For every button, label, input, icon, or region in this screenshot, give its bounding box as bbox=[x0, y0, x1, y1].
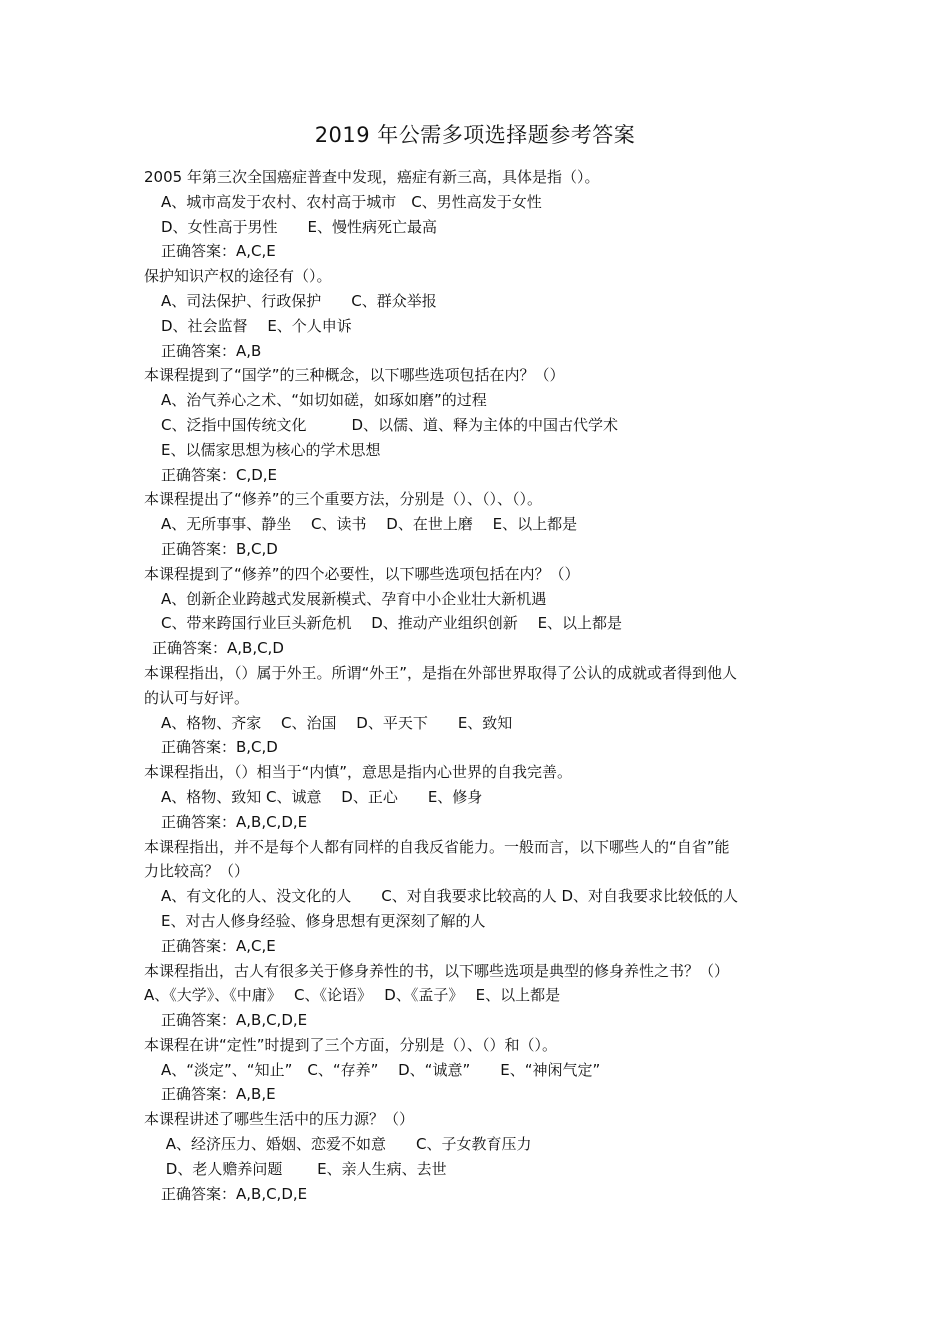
question-block bbox=[144, 959, 810, 1033]
question-block bbox=[144, 760, 810, 834]
correct-answer: 正确答案：A,B,E bbox=[161, 1085, 276, 1104]
question-stem: 的认可与好评。 bbox=[144, 688, 250, 707]
question-options: E、对古人修身经验、修身思想有更深刻了解的人 bbox=[161, 911, 486, 930]
question-block bbox=[144, 661, 810, 760]
question-options: D、老人赡养问题 E、亲人生病、去世 bbox=[161, 1159, 447, 1178]
question-options: D、社会监督 E、个人申诉 bbox=[161, 316, 352, 335]
correct-answer: 正确答案：A,B,C,D,E bbox=[161, 1011, 308, 1030]
question-options: A、司法保护、行政保护 C、群众举报 bbox=[161, 291, 437, 310]
correct-answer: 正确答案：A,B,C,D,E bbox=[161, 812, 308, 831]
correct-answer: 正确答案：A,B,C,D bbox=[152, 639, 284, 658]
question-stem: 力比较高？（） bbox=[144, 862, 250, 881]
question-options: A、经济压力、婚姻、恋爱不如意 C、子女教育压力 bbox=[161, 1135, 532, 1154]
question-options: A、格物、齐家 C、治国 D、平天下 E、致知 bbox=[161, 713, 513, 732]
question-stem: 保护知识产权的途径有（）。 bbox=[144, 267, 332, 286]
question-options: A、创新企业跨越式发展新模式、孕育中小企业壮大新机遇 bbox=[161, 589, 547, 608]
document-title: 2019 年公需多项选择题参考答案 bbox=[314, 123, 636, 147]
question-options: C、带来跨国行业巨头新危机 D、推动产业组织创新 E、以上都是 bbox=[161, 614, 623, 633]
question-options: C、泛指中国传统文化 D、以儒、道、释为主体的中国古代学术 bbox=[161, 415, 619, 434]
question-block bbox=[144, 1107, 810, 1206]
question-options: E、以儒家思想为核心的学术思想 bbox=[161, 440, 381, 459]
correct-answer: 正确答案：A,B,C,D,E bbox=[161, 1184, 308, 1203]
question-block bbox=[144, 1033, 810, 1107]
question-options: A、“淡定”、“知止” C、“存养” D、“诚意” E、“神闲气定” bbox=[161, 1060, 601, 1079]
question-stem: 本课程指出，古人有很多关于修身养性的书，以下哪些选项是典型的修身养性之书？（） bbox=[144, 961, 730, 980]
question-stem: 2005 年第三次全国癌症普查中发现，癌症有新三高，具体是指（）。 bbox=[144, 168, 600, 186]
question-stem: 本课程提到了“国学”的三种概念，以下哪些选项包括在内？（） bbox=[144, 366, 565, 385]
question-stem: 本课程提出了“修养”的三个重要方法，分别是（）、（）、（）。 bbox=[144, 490, 543, 509]
question-block bbox=[144, 562, 810, 661]
correct-answer: 正确答案：A,C,E bbox=[161, 242, 276, 261]
correct-answer: 正确答案：C,D,E bbox=[161, 465, 278, 484]
question-stem: 本课程提到了“修养”的四个必要性，以下哪些选项包括在内？（） bbox=[144, 564, 580, 583]
question-block bbox=[144, 487, 810, 561]
correct-answer: 正确答案：A,B bbox=[161, 341, 262, 360]
question-stem: 本课程指出，（）属于外王。所谓“外王”，是指在外部世界取得了公认的成就或者得到他人 bbox=[144, 663, 738, 682]
question-stem: 本课程指出，（）相当于“内慎”，意思是指内心世界的自我完善。 bbox=[144, 763, 573, 782]
question-block bbox=[144, 363, 810, 487]
question-stem: 本课程讲述了哪些生活中的压力源？（） bbox=[144, 1110, 415, 1129]
question-options: A、治气养心之术、“如切如磋，如琢如磨”的过程 bbox=[161, 391, 487, 410]
correct-answer: 正确答案：B,C,D bbox=[161, 539, 278, 558]
question-block bbox=[144, 835, 810, 959]
question-block bbox=[144, 264, 810, 363]
question-options: A、《大学》、《中庸》 C、《论语》 D、《孟子》 E、以上都是 bbox=[144, 986, 561, 1005]
question-options: D、女性高于男性 E、慢性病死亡最高 bbox=[161, 217, 438, 236]
question-stem: 本课程在讲“定性”时提到了三个方面，分别是（）、（）和（）。 bbox=[144, 1035, 558, 1054]
question-options: A、有文化的人、没文化的人 C、对自我要求比较高的人 D、对自我要求比较低的人 bbox=[161, 887, 739, 906]
question-stem: 本课程指出，并不是每个人都有同样的自我反省能力。一般而言，以下哪些人的“自省”能 bbox=[144, 837, 730, 856]
question-options: A、格物、致知 C、诚意 D、正心 E、修身 bbox=[161, 787, 483, 806]
question-options: A、无所事事、静坐 C、读书 D、在世上磨 E、以上都是 bbox=[161, 515, 578, 534]
correct-answer: 正确答案：A,C,E bbox=[161, 936, 276, 955]
question-options: A、城市高发于农村、农村高于城市 C、男性高发于女性 bbox=[161, 192, 542, 211]
question-list bbox=[144, 165, 810, 1206]
question-block bbox=[144, 165, 810, 264]
correct-answer: 正确答案：B,C,D bbox=[161, 738, 278, 757]
